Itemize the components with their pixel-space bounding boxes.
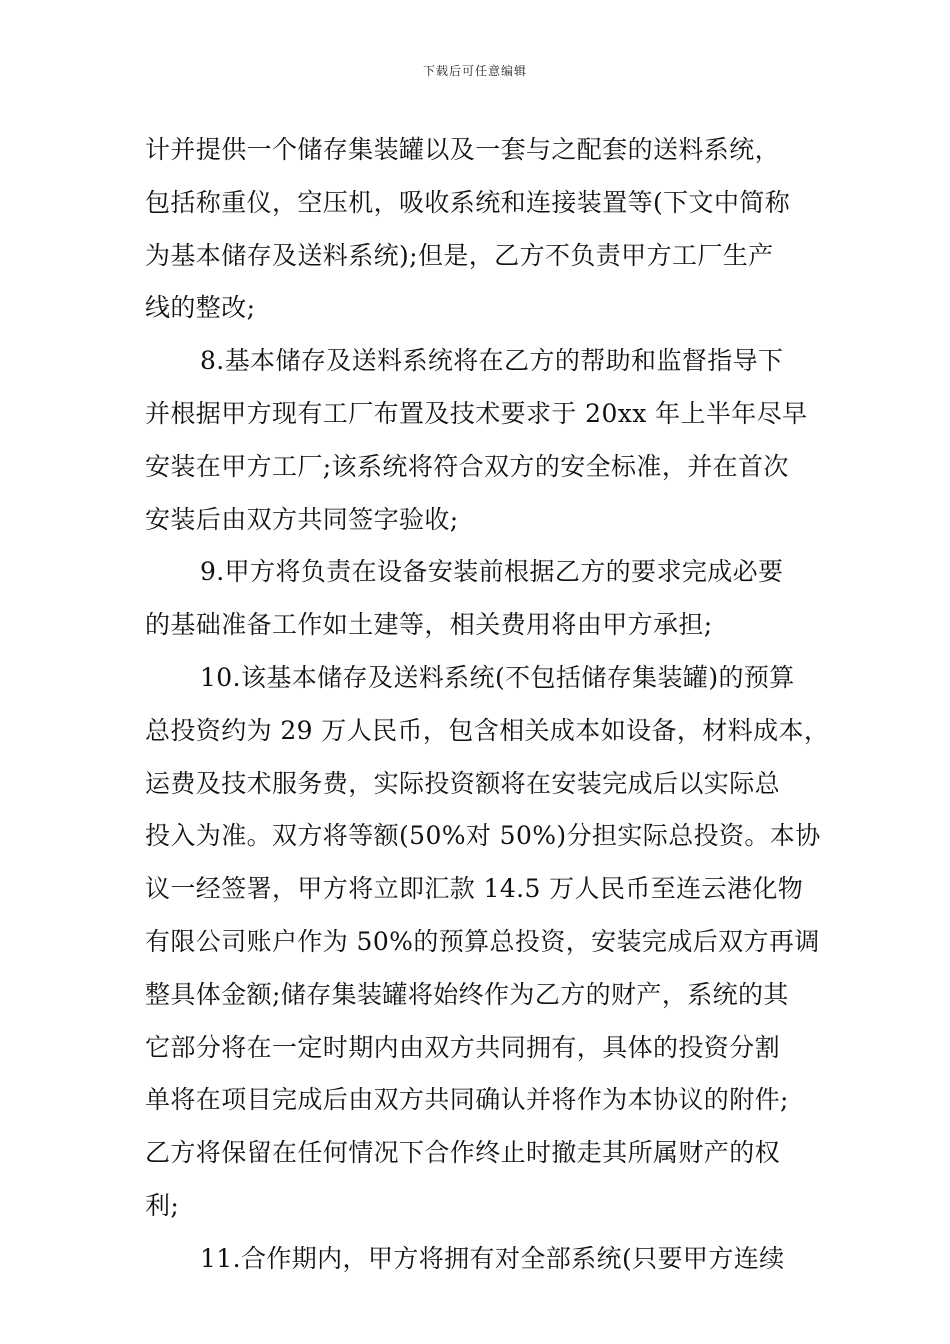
- text-line: 的基础准备工作如土建等，相关费用将由甲方承担;: [145, 610, 713, 640]
- text-line: 10.该基本储存及送料系统(不包括储存集装罐)的预算: [200, 662, 795, 692]
- text-line: 单将在项目完成后由双方共同确认并将作为本协议的附件;: [145, 1085, 789, 1115]
- text-line: 有限公司账户作为 50%的预算总投资，安装完成后双方再调: [145, 926, 820, 956]
- text-line: 投入为准。双方将等额(50%对 50%)分担实际总投资。本协: [145, 821, 821, 851]
- text-line: 线的整改;: [145, 293, 256, 323]
- text-line: 安装后由双方共同签字验收;: [145, 504, 459, 534]
- text-line: 安装在甲方工厂;该系统将符合双方的安全标准，并在首次: [145, 451, 789, 481]
- text-line: 9.甲方将负责在设备安装前根据乙方的要求完成必要: [200, 557, 784, 587]
- text-line: 8.基本储存及送料系统将在乙方的帮助和监督指导下: [200, 346, 784, 376]
- text-line: 整具体金额;储存集装罐将始终作为乙方的财产，系统的其: [145, 979, 789, 1009]
- text-line: 它部分将在一定时期内由双方共同拥有，具体的投资分割: [145, 1032, 781, 1062]
- text-line: 乙方将保留在任何情况下合作终止时撤走其所属财产的权: [145, 1138, 781, 1168]
- text-line: 总投资约为 29 万人民币，包含相关成本如设备，材料成本，: [145, 715, 830, 745]
- text-line: 计并提供一个储存集装罐以及一套与之配套的送料系统，: [145, 135, 781, 164]
- text-line: 包括称重仪，空压机，吸收系统和连接装置等(下文中简称: [145, 187, 791, 217]
- document-body: [145, 124, 830, 1286]
- text-line: 为基本储存及送料系统);但是，乙方不负责甲方工厂生产: [145, 240, 774, 270]
- text-line: 11.合作期内，甲方将拥有对全部系统(只要甲方连续: [200, 1243, 785, 1273]
- text-line: 运费及技术服务费，实际投资额将在安装完成后以实际总: [145, 768, 781, 798]
- text-line: 议一经签署，甲方将立即汇款 14.5 万人民币至连云港化物: [145, 874, 804, 904]
- page-header: 下载后可任意编辑: [422, 64, 527, 78]
- text-line: 利;: [145, 1190, 180, 1220]
- text-line: 并根据甲方现有工厂布置及技术要求于 20xx 年上半年尽早: [145, 398, 808, 428]
